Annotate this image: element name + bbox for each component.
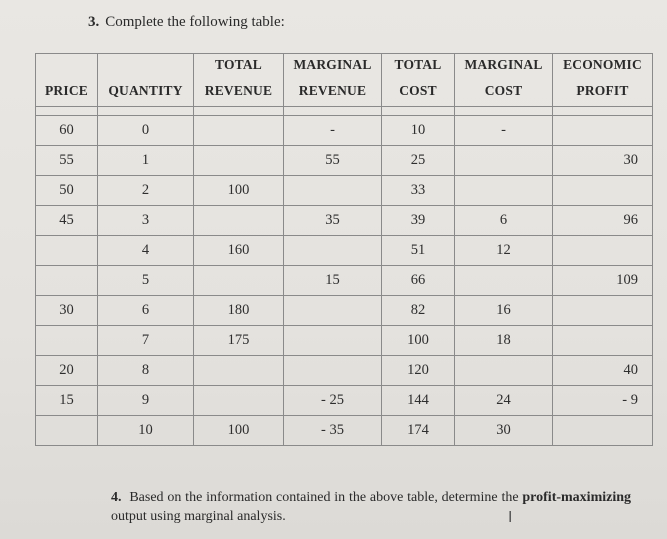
cell-economic-profit <box>553 176 653 206</box>
table-row <box>36 206 653 236</box>
header-revenue: REVENUE <box>194 76 284 107</box>
table-row <box>36 266 653 296</box>
table-row <box>36 356 653 386</box>
header-row-top <box>36 54 653 77</box>
header-top-price <box>36 54 98 77</box>
cell-economic-profit: 30 <box>553 146 653 176</box>
cell-quantity: 0 <box>98 116 194 146</box>
cell-marginal-revenue <box>284 296 382 326</box>
cell-price <box>36 236 98 266</box>
cell-marginal-cost <box>455 356 553 386</box>
cell-price: 20 <box>36 356 98 386</box>
cell-total-cost: 10 <box>382 116 455 146</box>
question-3 <box>88 14 285 31</box>
header-marginal-cost: COST <box>455 76 553 107</box>
cell-total-revenue: 100 <box>194 176 284 206</box>
cell-economic-profit <box>553 116 653 146</box>
cell-marginal-revenue: - 35 <box>284 416 382 446</box>
cell-total-cost: 120 <box>382 356 455 386</box>
cell-total-revenue <box>194 356 284 386</box>
cell-marginal-revenue: - <box>284 116 382 146</box>
cell-marginal-cost: 24 <box>455 386 553 416</box>
cell-total-cost: 39 <box>382 206 455 236</box>
cell-total-cost: 144 <box>382 386 455 416</box>
cell-total-revenue: 180 <box>194 296 284 326</box>
header-top-total-revenue: TOTAL <box>194 54 284 77</box>
cell-marginal-cost: 30 <box>455 416 553 446</box>
question-4-number: 4. <box>111 490 122 505</box>
text-cursor-icon: I <box>508 508 513 526</box>
economics-table <box>35 53 653 446</box>
table-row <box>36 296 653 326</box>
question-3-text: Complete the following table: <box>105 14 285 30</box>
cell-marginal-revenue <box>284 326 382 356</box>
header-price: PRICE <box>36 76 98 107</box>
cell-total-revenue <box>194 266 284 296</box>
header-spacer <box>36 107 653 116</box>
cell-economic-profit: 109 <box>553 266 653 296</box>
cell-economic-profit: 40 <box>553 356 653 386</box>
cell-marginal-cost <box>455 176 553 206</box>
cell-total-revenue <box>194 116 284 146</box>
cell-price: 45 <box>36 206 98 236</box>
cell-economic-profit: 96 <box>553 206 653 236</box>
header-cost: COST <box>382 76 455 107</box>
cell-price <box>36 326 98 356</box>
cell-quantity: 8 <box>98 356 194 386</box>
cell-marginal-cost: 6 <box>455 206 553 236</box>
question-4-text-a: Based on the information contained in the above table, determine the <box>129 490 519 505</box>
header-top-marginal-cost: MARGINAL <box>455 54 553 77</box>
cell-total-revenue <box>194 386 284 416</box>
header-top-total-cost: TOTAL <box>382 54 455 77</box>
cell-marginal-revenue <box>284 236 382 266</box>
header-quantity: QUANTITY <box>98 76 194 107</box>
question-3-number: 3. <box>88 14 100 30</box>
cell-total-cost: 82 <box>382 296 455 326</box>
cell-quantity: 7 <box>98 326 194 356</box>
cell-marginal-cost <box>455 266 553 296</box>
cell-marginal-cost: 18 <box>455 326 553 356</box>
table-body <box>36 116 653 446</box>
cell-quantity: 6 <box>98 296 194 326</box>
cell-total-revenue: 175 <box>194 326 284 356</box>
header-top-quantity <box>98 54 194 77</box>
cell-marginal-cost: 16 <box>455 296 553 326</box>
cell-total-cost: 66 <box>382 266 455 296</box>
cell-marginal-revenue <box>284 356 382 386</box>
cell-price <box>36 266 98 296</box>
cell-economic-profit <box>553 416 653 446</box>
cell-price: 30 <box>36 296 98 326</box>
cell-marginal-cost <box>455 146 553 176</box>
cell-marginal-revenue: 15 <box>284 266 382 296</box>
cell-total-cost: 174 <box>382 416 455 446</box>
table-row <box>36 386 653 416</box>
cell-quantity: 10 <box>98 416 194 446</box>
cell-price: 60 <box>36 116 98 146</box>
cell-quantity: 5 <box>98 266 194 296</box>
cell-total-cost: 25 <box>382 146 455 176</box>
header-profit: PROFIT <box>553 76 653 107</box>
cell-marginal-revenue <box>284 176 382 206</box>
cell-economic-profit: - 9 <box>553 386 653 416</box>
cell-total-revenue <box>194 146 284 176</box>
table-row <box>36 416 653 446</box>
table-row <box>36 326 653 356</box>
cell-price: 55 <box>36 146 98 176</box>
cell-price <box>36 416 98 446</box>
cell-marginal-revenue: 35 <box>284 206 382 236</box>
cell-marginal-revenue: 55 <box>284 146 382 176</box>
cell-quantity: 9 <box>98 386 194 416</box>
cell-price: 15 <box>36 386 98 416</box>
header-top-economic-profit: ECONOMIC <box>553 54 653 77</box>
cell-quantity: 4 <box>98 236 194 266</box>
cell-total-revenue: 100 <box>194 416 284 446</box>
table-row <box>36 116 653 146</box>
cell-total-cost: 100 <box>382 326 455 356</box>
cell-quantity: 3 <box>98 206 194 236</box>
header-top-marginal-revenue: MARGINAL <box>284 54 382 77</box>
cell-total-revenue: 160 <box>194 236 284 266</box>
question-4 <box>111 488 631 526</box>
table-row <box>36 176 653 206</box>
cell-marginal-cost: 12 <box>455 236 553 266</box>
header-row-bottom <box>36 76 653 107</box>
cell-total-cost: 51 <box>382 236 455 266</box>
cell-price: 50 <box>36 176 98 206</box>
cell-total-revenue <box>194 206 284 236</box>
cell-marginal-cost: - <box>455 116 553 146</box>
cell-economic-profit <box>553 236 653 266</box>
cell-total-cost: 33 <box>382 176 455 206</box>
cell-quantity: 2 <box>98 176 194 206</box>
table-row <box>36 146 653 176</box>
question-4-bold: profit-maximizing <box>522 490 632 505</box>
cell-marginal-revenue: - 25 <box>284 386 382 416</box>
cell-quantity: 1 <box>98 146 194 176</box>
question-4-text-b: output using marginal analysis. <box>111 509 286 524</box>
header-marginal-revenue: REVENUE <box>284 76 382 107</box>
cell-economic-profit <box>553 326 653 356</box>
table-row <box>36 236 653 266</box>
cell-economic-profit <box>553 296 653 326</box>
